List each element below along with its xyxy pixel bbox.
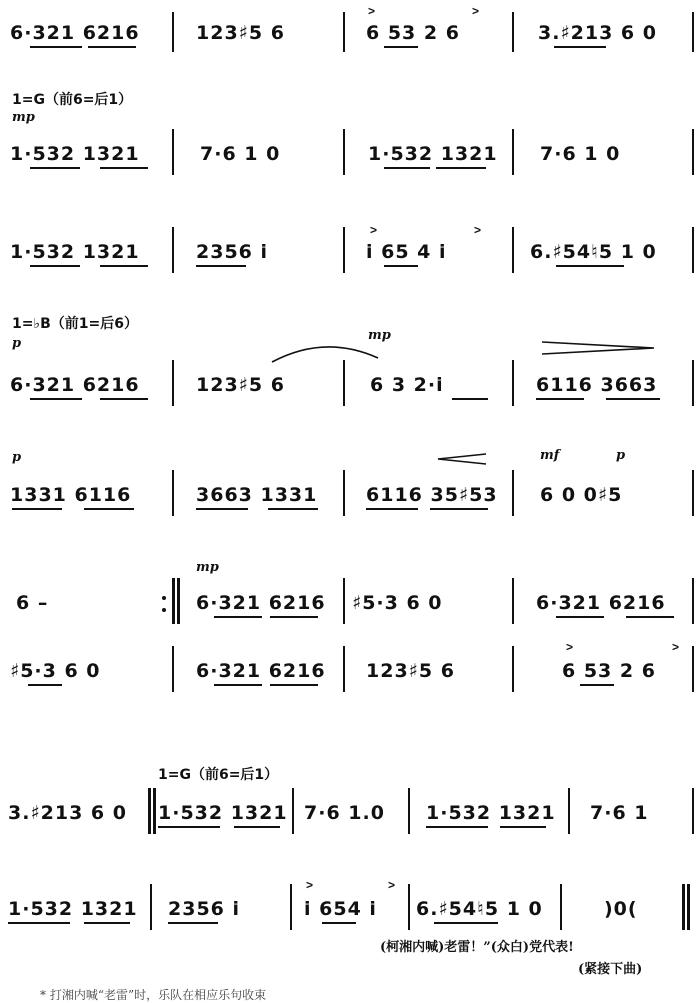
measure: 6.♯54♮5 1 0 — [530, 241, 657, 263]
underline — [270, 616, 318, 618]
underline — [426, 826, 488, 828]
underline — [196, 265, 246, 267]
underline — [436, 167, 486, 169]
accent-mark: > — [472, 4, 480, 18]
barline — [172, 227, 174, 273]
underline — [500, 826, 546, 828]
underline — [158, 826, 220, 828]
barline — [343, 129, 345, 175]
underline — [100, 398, 148, 400]
performance-note: (柯湘内喊)老雷！”(众白)党代表! — [380, 940, 574, 955]
barline — [692, 578, 694, 624]
accent-mark: > — [388, 878, 396, 892]
barline — [172, 646, 174, 692]
barline — [343, 470, 345, 516]
barline — [692, 646, 694, 692]
crescendo-hairpin — [436, 452, 488, 466]
measure: 123♯5 6 — [196, 374, 285, 396]
underline — [88, 46, 136, 48]
underline — [28, 684, 62, 686]
underline — [580, 684, 614, 686]
measure: 123♯5 6 — [366, 660, 455, 682]
measure: 6·321 6216 — [10, 374, 140, 396]
underline — [268, 508, 318, 510]
underline — [100, 167, 148, 169]
underline — [84, 922, 130, 924]
underline — [556, 265, 624, 267]
barline — [172, 470, 174, 516]
underline — [536, 398, 584, 400]
measure: 6116 35♯53 — [366, 484, 498, 506]
underline — [12, 508, 62, 510]
dynamic-mark: p — [12, 336, 22, 351]
barline — [408, 788, 410, 834]
barline — [512, 12, 514, 52]
underline — [434, 922, 498, 924]
barline — [172, 129, 174, 175]
barline — [172, 12, 174, 52]
measure: 7·6 1 0 — [200, 143, 281, 165]
measure: i 65 4 i — [366, 241, 447, 263]
underline — [366, 508, 418, 510]
measure: 1331 6116 — [10, 484, 132, 506]
measure: 6 0 0♯5 — [540, 484, 623, 506]
underline — [100, 265, 148, 267]
dynamic-mark: p — [12, 450, 22, 465]
measure: 6 – — [16, 592, 49, 614]
measure: ♯5·3 6 0 — [10, 660, 101, 682]
underline — [214, 616, 262, 618]
barline — [343, 646, 345, 692]
measure: 123♯5 6 — [196, 22, 285, 44]
underline — [556, 616, 604, 618]
underline — [214, 684, 262, 686]
repeat-dot — [162, 608, 166, 612]
underline — [30, 167, 80, 169]
measure: 3.♯213 6 0 — [8, 802, 127, 824]
barline — [692, 12, 694, 52]
measure: 6·321 6216 — [196, 660, 326, 682]
underline — [234, 826, 280, 828]
accent-mark: > — [370, 223, 378, 237]
underline — [30, 398, 82, 400]
measure: 2356 i — [168, 898, 241, 920]
barline — [692, 360, 694, 406]
dynamic-mark: mf — [540, 448, 560, 463]
slur-curve — [270, 340, 380, 364]
barline — [692, 227, 694, 273]
barline — [568, 788, 570, 834]
underline — [196, 508, 248, 510]
measure: 7·6 1 0 — [540, 143, 621, 165]
barline — [172, 360, 174, 406]
measure: 6·321 6216 — [10, 22, 140, 44]
final-barline — [682, 884, 685, 930]
key-signature-bb: 1=♭B（前1=后6） — [12, 316, 138, 332]
underline — [270, 684, 318, 686]
barline — [512, 360, 514, 406]
key-signature-g: 1=G（前6=后1） — [12, 92, 133, 108]
footnote: * 打湘内喊“老雷”时，乐队在相应乐句收束 — [40, 988, 267, 1002]
underline — [8, 922, 70, 924]
measure: 7·6 1 — [590, 802, 649, 824]
measure: 1·532 1321 — [10, 241, 140, 263]
barline — [343, 12, 345, 52]
decrescendo-hairpin — [540, 340, 656, 356]
dynamic-mark: mp — [196, 560, 219, 575]
barline — [692, 470, 694, 516]
accent-mark: > — [672, 640, 680, 654]
accent-mark: > — [306, 878, 314, 892]
underline — [30, 265, 80, 267]
underline — [168, 922, 218, 924]
accent-mark: > — [566, 640, 574, 654]
dynamic-mark: mp — [368, 328, 391, 343]
barline — [290, 884, 292, 930]
measure: 1·532 1321 — [158, 802, 288, 824]
measure: 3663 1331 — [196, 484, 318, 506]
underline — [30, 46, 82, 48]
measure: i 654 i — [304, 898, 377, 920]
underline — [554, 46, 606, 48]
dynamic-mark: p — [616, 448, 626, 463]
accent-mark: > — [474, 223, 482, 237]
barline — [512, 470, 514, 516]
underline — [384, 167, 430, 169]
barline — [343, 578, 345, 624]
barline — [148, 788, 151, 834]
measure: 1·532 1321 — [10, 143, 140, 165]
barline — [343, 360, 345, 406]
measure: 6·321 6216 — [196, 592, 326, 614]
barline — [692, 129, 694, 175]
dynamic-mark: mp — [12, 110, 35, 125]
underline — [84, 508, 134, 510]
underline — [606, 398, 660, 400]
barline — [512, 646, 514, 692]
measure: 6 53 2 6 — [562, 660, 656, 682]
continue-note: (紧接下曲) — [578, 962, 643, 977]
barline — [292, 788, 294, 834]
measure: ♯5·3 6 0 — [352, 592, 443, 614]
barline — [512, 227, 514, 273]
barline — [408, 884, 410, 930]
measure: )0( — [604, 898, 638, 920]
underline — [384, 265, 418, 267]
measure: 2356 i — [196, 241, 269, 263]
measure: 6 53 2 6 — [366, 22, 460, 44]
measure: 6.♯54♮5 1 0 — [416, 898, 543, 920]
measure: 7·6 1.0 — [304, 802, 385, 824]
repeat-barline — [172, 578, 175, 624]
measure: 1·532 1321 — [368, 143, 498, 165]
measure: 6·321 6216 — [536, 592, 666, 614]
barline — [512, 578, 514, 624]
barline — [692, 788, 694, 834]
barline — [343, 227, 345, 273]
barline — [560, 884, 562, 930]
underline — [626, 616, 674, 618]
measure: 1·532 1321 — [426, 802, 556, 824]
barline — [512, 129, 514, 175]
underline — [452, 398, 488, 400]
accent-mark: > — [368, 4, 376, 18]
measure: 3.♯213 6 0 — [538, 22, 657, 44]
underline — [430, 508, 488, 510]
measure: 1·532 1321 — [8, 898, 138, 920]
measure: 6116 3663 — [536, 374, 658, 396]
measure: 6 3 2·i — [370, 374, 444, 396]
barline — [150, 884, 152, 930]
underline — [322, 922, 356, 924]
underline — [384, 46, 418, 48]
key-signature-g: 1=G（前6=后1） — [158, 767, 279, 783]
repeat-dot — [162, 596, 166, 600]
